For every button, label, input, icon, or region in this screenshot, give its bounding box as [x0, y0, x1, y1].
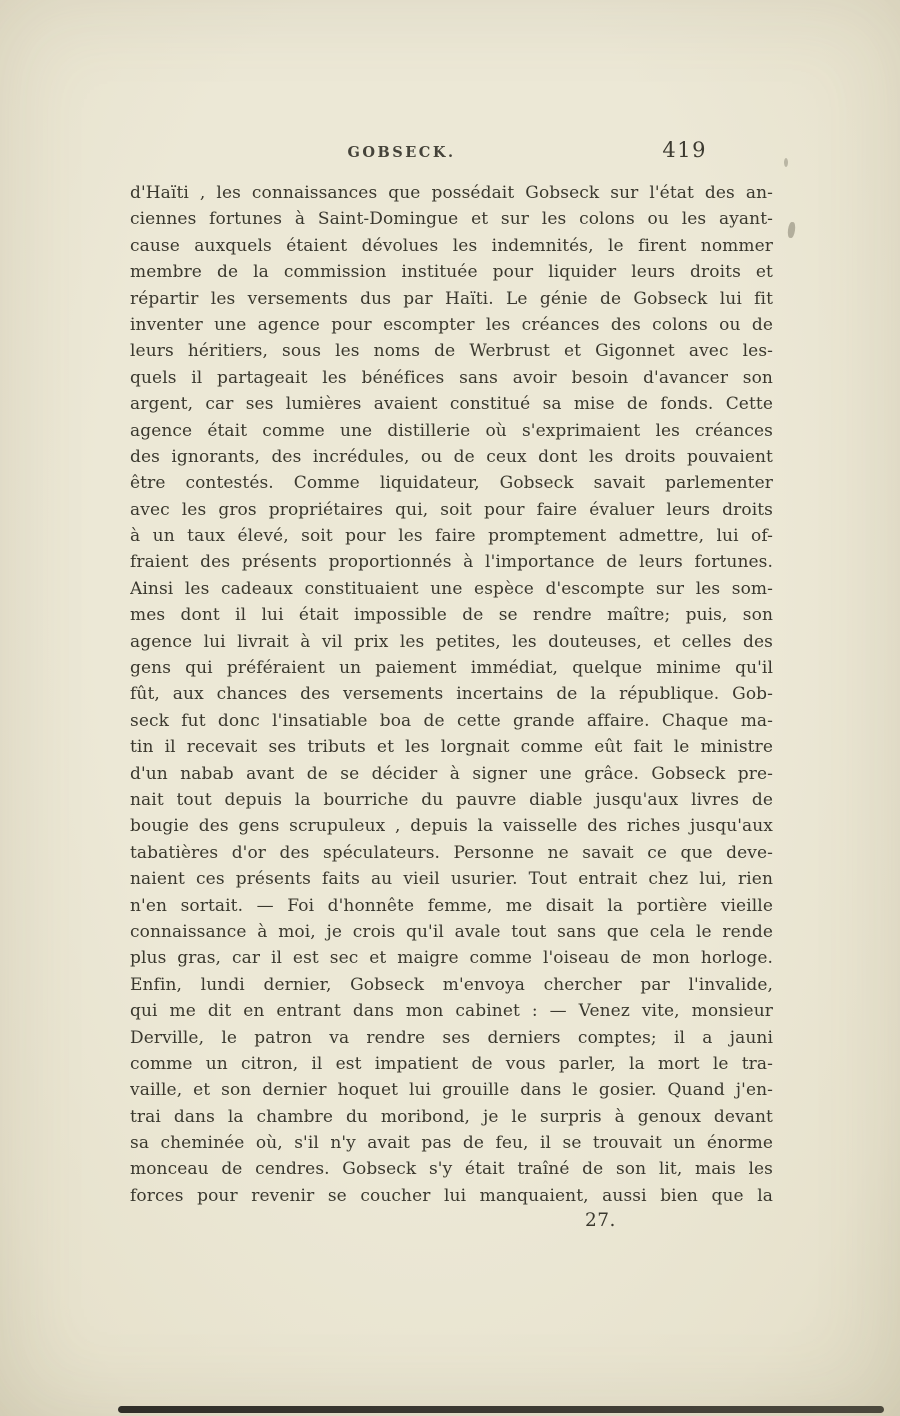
text-line: être contestés. Comme liquidateur, Gobseck savait parlementer: [130, 473, 773, 494]
text-line: agence était comme une distillerie où s'exprimaient les créances: [130, 420, 773, 441]
text-line: leurs héritiers, sous les noms de Werbrust et Gigonnet avec les-: [130, 341, 773, 362]
text-line: n'en sortait. — Foi d'honnête femme, me disait la portière vieille: [130, 895, 773, 916]
text-line: Derville, le patron va rendre ses derniers comptes; il a jauni: [130, 1027, 773, 1048]
signature-mark: 27.: [585, 1210, 616, 1232]
text-line: répartir les versements dus par Haïti. Le génie de Gobseck lui fit: [130, 288, 773, 309]
text-line: fraient des présents proportionnés à l'importance de leurs fortunes.: [130, 552, 773, 573]
page-number: 419: [662, 138, 707, 162]
text-line: monceau de cendres. Gobseck s'y était traîné de son lit, mais les: [130, 1159, 773, 1180]
scan-smudge-small: [784, 158, 788, 167]
text-line: naient ces présents faits au vieil usurier. Tout entrait chez lui, rien: [130, 869, 773, 890]
scan-smudge: [787, 222, 796, 239]
text-line: quels il partageait les bénéfices sans avoir besoin d'avancer son: [130, 367, 773, 388]
text-line: cause auxquels étaient dévolues les indemnités, le firent nommer: [130, 235, 773, 256]
text-line: connaissance à moi, je crois qu'il avale tout sans que cela le rende: [130, 921, 773, 942]
text-line: Enfin, lundi dernier, Gobseck m'envoya chercher par l'invalide,: [130, 974, 773, 995]
text-line: qui me dit en entrant dans mon cabinet : — Venez vite, monsieur: [130, 1001, 773, 1022]
text-line: forces pour revenir se coucher lui manquaient, aussi bien que la: [130, 1185, 773, 1206]
text-line: inventer une agence pour escompter les créances des colons ou de: [130, 314, 773, 335]
text-line: à un taux élevé, soit pour les faire promptement admettre, lui of-: [130, 526, 773, 547]
text-line: trai dans la chambre du moribond, je le surpris à genoux devant: [130, 1106, 773, 1127]
text-line: comme un citron, il est impatient de vous parler, la mort le tra-: [130, 1053, 773, 1074]
scan-edge-shadow: [118, 1406, 884, 1413]
text-line: vaille, et son dernier hoquet lui grouille dans le gosier. Quand j'en-: [130, 1080, 773, 1101]
text-line: agence lui livrait à vil prix les petites, les douteuses, et celles des: [130, 631, 773, 652]
text-line: d'un nabab avant de se décider à signer une grâce. Gobseck pre-: [130, 763, 773, 784]
text-block: [130, 140, 773, 1231]
page-header: [130, 140, 773, 180]
text-line: des ignorants, des incrédules, ou de ceux dont les droits pouvaient: [130, 446, 773, 467]
page-footer: [130, 1210, 773, 1231]
text-line: sa cheminée où, s'il n'y avait pas de feu, il se trouvait un énorme: [130, 1133, 773, 1154]
running-title: GOBSECK.: [347, 144, 456, 161]
text-line: tabatières d'or des spéculateurs. Personne ne savait ce que deve-: [130, 842, 773, 863]
text-line: fût, aux chances des versements incertains de la république. Gob-: [130, 684, 773, 705]
text-line: bougie des gens scrupuleux , depuis la vaisselle des riches jusqu'aux: [130, 816, 773, 837]
body-text: [130, 180, 773, 1209]
text-line: ciennes fortunes à Saint-Domingue et sur les colons ou les ayant-: [130, 209, 773, 230]
text-line: plus gras, car il est sec et maigre comme l'oiseau de mon horloge.: [130, 948, 773, 969]
text-line: tin il recevait ses tributs et les lorgnait comme eût fait le ministre: [130, 737, 773, 758]
text-line: nait tout depuis la bourriche du pauvre diable jusqu'aux livres de: [130, 789, 773, 810]
text-line: gens qui préféraient un paiement immédiat, quelque minime qu'il: [130, 658, 773, 679]
text-line: seck fut donc l'insatiable boa de cette grande affaire. Chaque ma-: [130, 710, 773, 731]
text-line: d'Haïti , les connaissances que possédait Gobseck sur l'état des an-: [130, 183, 773, 203]
text-line: mes dont il lui était impossible de se rendre maître; puis, son: [130, 605, 773, 626]
text-line: Ainsi les cadeaux constituaient une espèce d'escompte sur les som-: [130, 578, 773, 599]
text-line: avec les gros propriétaires qui, soit pour faire évaluer leurs droits: [130, 499, 773, 520]
text-line: argent, car ses lumières avaient constitué sa mise de fonds. Cette: [130, 394, 773, 415]
text-line: membre de la commission instituée pour liquider leurs droits et: [130, 262, 773, 283]
